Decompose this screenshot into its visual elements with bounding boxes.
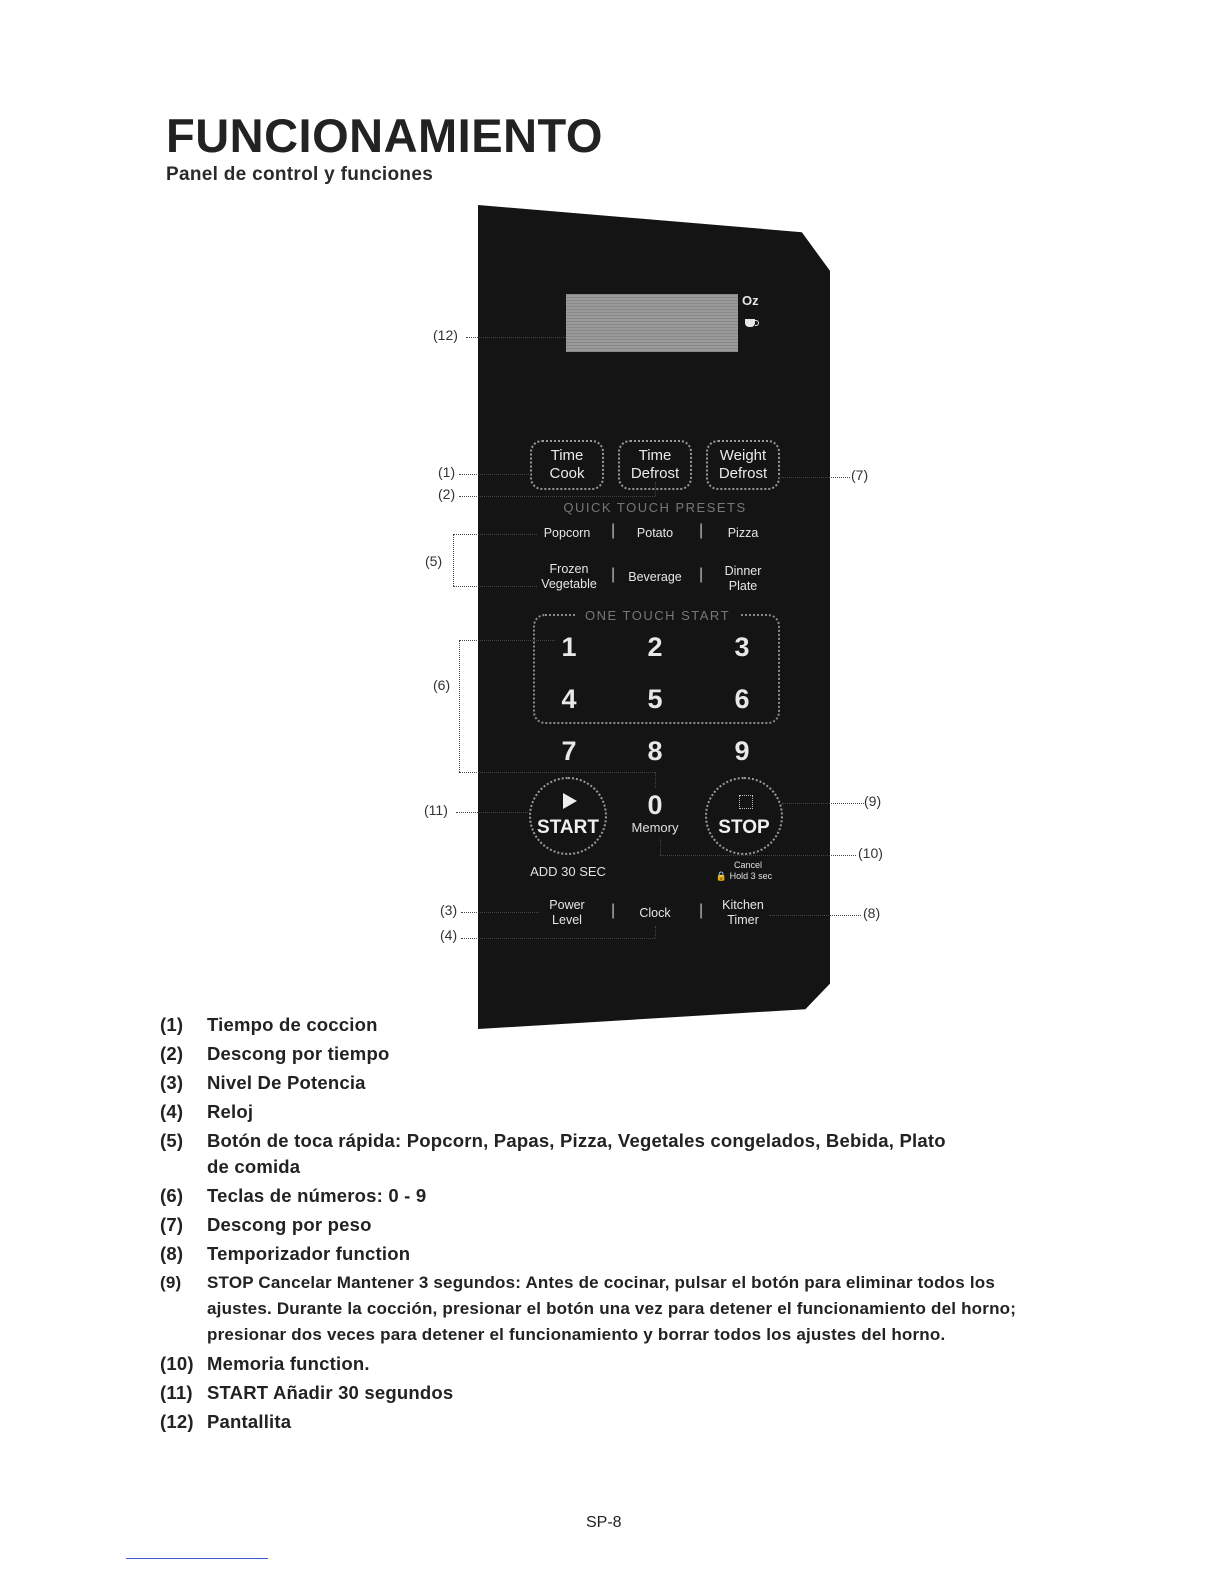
pizza-button[interactable]: Pizza [727,526,759,540]
callout-6: (6) [433,677,451,693]
separator: | [611,566,616,583]
separator: | [611,902,616,919]
leader-line [778,477,850,478]
kitchen-timer-line2: Timer [727,913,759,927]
leader-line [459,772,655,773]
legend-number: (9) [160,1273,182,1292]
lock-hold-label: 🔒 Hold 3 sec [715,871,773,881]
leader-line [782,803,864,804]
leader-line [453,534,537,535]
memory-label: Memory [631,820,679,835]
callout-4: (4) [440,927,458,943]
footer-rule [126,1558,268,1559]
legend-text: Temporizador function [207,1243,411,1264]
legend-item [160,1270,1062,1348]
callout-10: (10) [858,845,883,861]
legend-item [160,1351,1060,1377]
play-icon [563,793,577,809]
dinner-plate-button[interactable] [706,564,780,594]
callout-12: (12) [433,327,458,343]
callout-1: (1) [438,464,456,480]
power-level-line1: Power [549,898,585,912]
cancel-label: Cancel [733,860,762,870]
legend-item [160,1012,1060,1038]
leader-line [453,586,537,587]
hold-label: Hold 3 sec [729,871,773,881]
weight-defrost-line1: Weight [719,447,767,464]
legend-number: (6) [160,1185,184,1206]
time-cook-button[interactable] [530,440,604,490]
leader-line [655,772,656,788]
separator: | [611,522,616,539]
legend-number: (7) [160,1214,184,1235]
legend-number: (2) [160,1043,184,1064]
separator: | [699,566,704,583]
digit-0-button[interactable]: 0 [647,790,663,820]
callout-2: (2) [438,486,456,502]
leader-line [459,496,655,497]
legend-text: Botón de toca rápida: Popcorn, Papas, Pizza, Vegetales congelados, Bebida, Plato de comida [207,1130,946,1177]
digit-3-button[interactable]: 3 [734,632,750,662]
potato-button[interactable]: Potato [636,526,674,540]
separator: | [699,522,704,539]
callout-3: (3) [440,902,458,918]
callout-7: (7) [851,467,869,483]
legend-number: (10) [160,1353,194,1374]
separator: | [699,902,704,919]
frozen-vegetable-line1: Frozen [549,562,589,576]
legend-item [160,1128,967,1180]
legend-number: (8) [160,1243,184,1264]
leader-line [655,482,656,496]
leader-line [456,812,530,813]
legend-text: Teclas de números: 0 - 9 [207,1185,427,1206]
digit-9-button[interactable]: 9 [734,736,750,766]
legend-text: Descong por tiempo [207,1043,390,1064]
callout-11: (11) [424,802,448,818]
cup-icon [745,319,755,327]
dinner-plate-line1: Dinner [724,564,762,578]
time-defrost-line2: Defrost [630,465,680,482]
frozen-vegetable-button[interactable] [526,562,612,592]
legend-text: Memoria function. [207,1353,370,1374]
callout-9: (9) [864,793,882,809]
callout-8: (8) [863,905,881,921]
legend-number: (11) [160,1382,193,1403]
legend-item [160,1070,1060,1096]
leader-line [655,926,656,938]
stop-icon [739,795,753,809]
legend-item [160,1041,1060,1067]
legend-number: (12) [160,1411,194,1432]
quick-touch-label: QUICK TOUCH PRESETS [563,500,747,515]
page-title: FUNCIONAMIENTO [166,109,603,162]
legend-number: (5) [160,1130,184,1151]
kitchen-timer-line1: Kitchen [722,898,764,912]
legend-text: Descong por peso [207,1214,372,1235]
start-button[interactable] [529,777,607,855]
page-subtitle: Panel de control y funciones [166,164,434,185]
leader-line [769,915,861,916]
legend-item [160,1380,1060,1406]
clock-button[interactable]: Clock [639,906,671,920]
popcorn-button[interactable]: Popcorn [543,526,591,540]
legend-item [160,1212,1060,1238]
digit-7-button[interactable]: 7 [561,736,577,766]
time-cook-line1: Time [550,447,584,464]
legend-text: STOP Cancelar Mantener 3 segundos: Antes de cocinar, pulsar el botón para eliminar todos los ajustes. Durante la cocción, presionar el botón una vez para detener el funcionamiento del horno; presionar dos veces para detener el funcionamiento y borrar todos los ajustes del horno. [207,1273,1017,1344]
legend-text: START Añadir 30 segundos [207,1382,454,1403]
power-level-button[interactable] [530,898,604,928]
legend-number: (1) [160,1014,184,1035]
legend-item [160,1099,1060,1125]
leader-line [461,912,539,913]
digit-8-button[interactable]: 8 [647,736,663,766]
leader-line [660,855,856,856]
leader-line [459,640,460,772]
dinner-plate-line2: Plate [728,579,758,593]
lcd-display [566,294,738,352]
frozen-vegetable-line2: Vegetable [541,577,597,591]
legend-item [160,1241,1060,1267]
oz-indicator: Oz [742,293,759,308]
weight-defrost-line2: Defrost [718,465,768,482]
digit-1-button[interactable]: 1 [561,632,577,662]
add30-label: ADD 30 SEC [530,864,606,879]
start-label: START [537,817,599,838]
callout-5: (5) [425,553,443,569]
stop-button[interactable] [705,777,783,855]
leader-line [459,474,531,475]
legend-text: Nivel De Potencia [207,1072,366,1093]
leader-line [466,337,566,338]
legend-item [160,1183,1060,1209]
leader-line [660,838,661,855]
leader-line [459,640,555,641]
time-cook-line2: Cook [549,465,585,482]
power-level-line2: Level [552,913,582,927]
leader-line [461,938,655,939]
legend-item [160,1409,1060,1435]
digit-4-button[interactable]: 4 [561,684,577,714]
beverage-button[interactable]: Beverage [628,570,682,584]
legend-text: Pantallita [207,1411,292,1432]
time-defrost-line1: Time [638,447,672,464]
legend-text: Tiempo de coccion [207,1014,378,1035]
digit-2-button[interactable]: 2 [647,632,663,662]
stop-label: STOP [718,817,770,838]
one-touch-label: ONE TOUCH START [575,608,740,623]
weight-defrost-button[interactable] [706,440,780,490]
legend-number: (3) [160,1072,184,1093]
page-number: SP-8 [586,1514,622,1531]
legend-text: Reloj [207,1101,254,1122]
legend-list [160,1012,1060,1438]
leader-line [453,534,454,586]
legend-number: (4) [160,1101,184,1122]
kitchen-timer-button[interactable] [706,898,780,928]
digit-5-button[interactable]: 5 [647,684,663,714]
digit-6-button[interactable]: 6 [734,684,750,714]
